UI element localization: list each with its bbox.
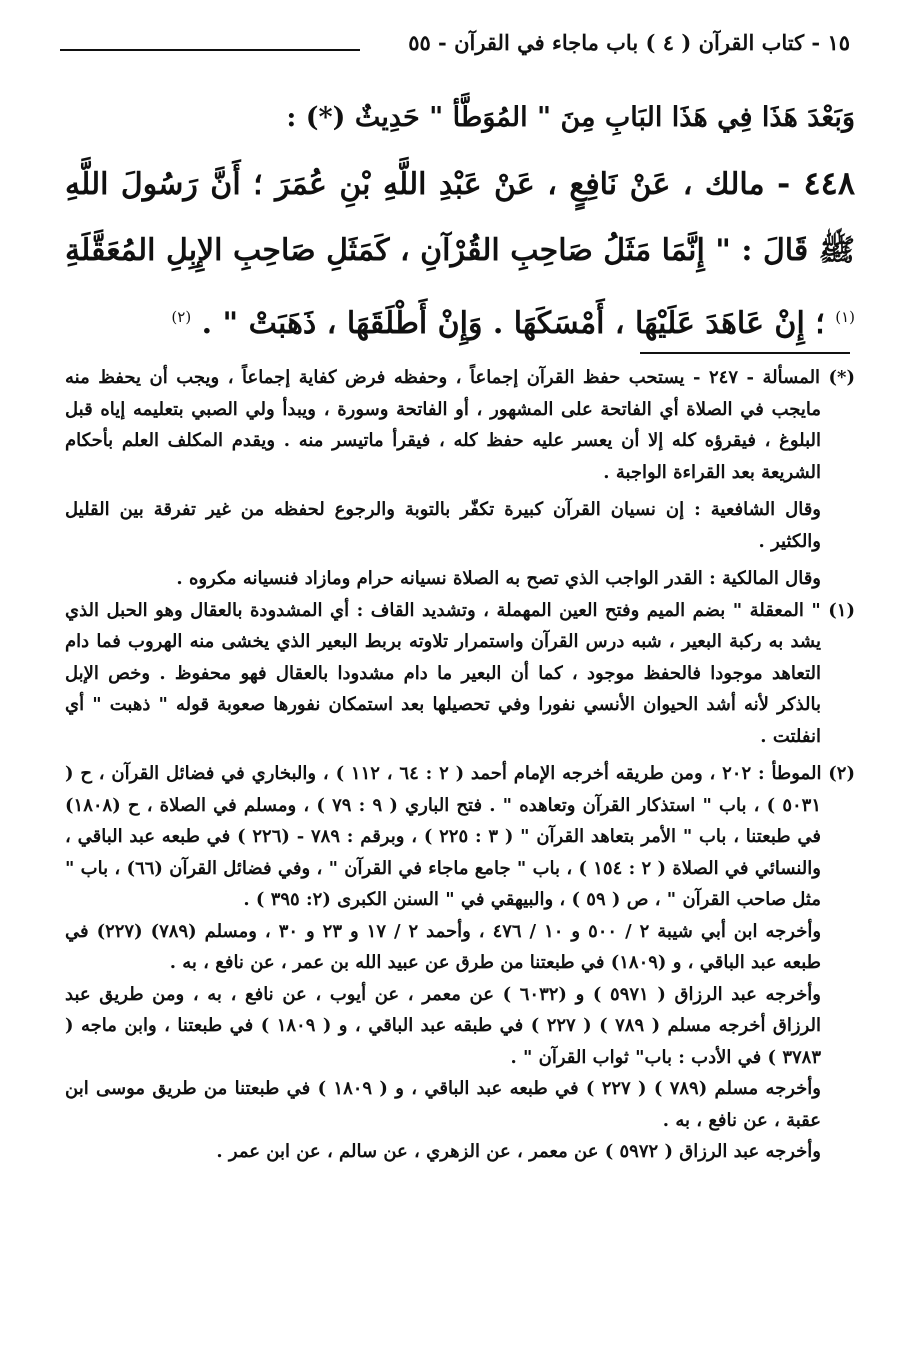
footnotes [65,362,855,1168]
note-star [65,362,855,488]
footnote-ref-1: (١) [835,308,855,326]
hadith-number: ٤٤٨ - [777,164,856,202]
hadith-intro: وَبَعْدَ هَذَا فِي هَذَا البَابِ مِنَ " المُوَطَّأ " حَدِيثٌ (*) : [286,102,855,133]
footnote-ref-2: (٢) [171,308,192,326]
note-2-text: ٢٠٢ ، ومن طريقه أخرجه الإمام أحمد ( ٢ : ٦٤ ، ١١٢ ) ، والبخاري في فضائل القرآن ، ح ( ٥٠٣١ ) ، باب " استذكار القرآن وتعاهده " . فتح الباري ( ٩ : ٧٩ ) ، ومسلم في الصلاة ، ح (١٨٠٨) في طبعتنا ، باب " الأمر بتعاهد القرآن " ( ٣ : ٢٢٥ ) ، وبرقم : ٧٨٩ - (٢٢٦ ) في طبعه عبد الباقي ، والنسائي في الصلاة ( ٢ : ١٥٤ ) ، باب " جامع ماجاء في القرآن " ، وفي فضائل القرآن (٦٦) ، باب " مثل صاحب القرآن " ، ص ( ٥٩ ) ، والبيهقي في " السنن الكبرى (٢: ٣٩٥ ) . [65,763,821,910]
note-1-label: (١) " المعقلة " [732,599,855,621]
hadith-text-part1: مالك ، عَنْ نَافِعٍ ، عَنْ عَبْدِ اللَّهِ بْنِ عُمَرَ ؛ أَنَّ رَسُولَ اللَّهِ ﷺ قَالَ : " إِنَّمَا مَثَلُ صَاحِبِ القُرْآنِ ، كَمَثَلِ صَاحِبِ الإِبِلِ المُعَقَّلَةِ [65,167,855,268]
note-1 [65,595,855,753]
note-2 [65,758,855,916]
note-star-shafii [65,494,855,557]
note-2-para-4: وأخرجه مسلم (٧٨٩ ) ( ٢٢٧ ) في طبعه عبد الباقي ، و ( ١٨٠٩ ) في طبعتنا من طريق موسى ابن عقبة ، عن نافع ، به . [65,1078,821,1131]
note-2-label: (٢) الموطأ : [757,763,855,784]
note-2-para-2: وأخرجه ابن أبي شيبة ٢ / ٥٠٠ و ١٠ / ٤٧٦ ، وأحمد ٢ / ١٧ و ٢٣ و ٣٠ ، ومسلم (٧٨٩) (٢٢٧) في طبعه عبد الباقي ، و (١٨٠٩) في طبعتنا من طرق عن عبيد الله بن عمر ، عن نافع ، به . [65,920,822,973]
note-star-label: (*) المسألة - ٢٤٧ - [693,367,855,388]
hadith-block [65,92,855,357]
maliki-text: القدر الواجب الذي تصح به الصلاة نسيانه حرام ومازاد فنسيانه مكروه . [176,568,703,589]
maliki-label: وقال المالكية : [709,568,821,589]
shafii-text: إن نسيان القرآن كبيرة تكفّر بالتوبة والرجوع لحفظه من غير تفرقة بين القليل والكثير . [65,499,821,552]
header-text: ١٥ - كتاب القرآن ( ٤ ) باب ماجاء في القرآن - ٥٥ [408,30,850,55]
note-star-text: يستحب حفظ القرآن إجماعاً ، وحفظه فرض كفاية إجماعاً ، ويجب أن يحفظ منه مايجب في الصلاة أي الفاتحة على المشهور ، أو الفاتحة وسورة ، ويبدأ ولي الصبي بتعليمه إياه قبل البلوغ ، فيقرؤه كله إلا أن يعسر عليه حفظ كله ، فيقرأ ماتيسر منه . ويقدم المكلف العلم بأحكام الشريعة بعد القراءة الواجبة . [65,367,821,483]
running-header [60,26,850,64]
note-2-para-3: وأخرجه عبد الرزاق ( ٥٩٧١ ) و (٦٠٣٢ ) عن معمر ، عن أيوب ، عن نافع ، به ، ومن طريق عبد الرزاق أخرجه مسلم ( ٧٨٩ ) ( ٢٢٧ ) في طبقه عبد الباقي ، و ( ١٨٠٩ ) في طبعتنا ، وابن ماجه ( ٣٧٨٣ ) في الأدب : باب" ثواب القرآن " . [65,983,822,1068]
hadith-text [65,150,855,357]
header-rule [60,49,360,51]
note-2-para-5: وأخرجه عبد الرزاق ( ٥٩٧٢ ) عن معمر ، عن الزهري ، عن سالم ، عن ابن عمر . [216,1141,821,1162]
shafii-label: وقال الشافعية : [694,499,822,520]
note-star-maliki [65,563,855,595]
note-1-text: بضم الميم وفتح العين المهملة ، وتشديد القاف : أي المشدودة بالعقال وهو الحبل الذي يشد به ركبة البعير ، شبه درس القرآن واستمرار تلاوته بربط البعير الذي يخشى منه الهروب فما دام التعاهد موجودا فالحفظ موجود ، كما أن البعير ما دام مشدودا بالعقال فهو محفوظ . وخص الإبل بالذكر لأنه أشد الحيوان الأنسي نفورا وفي تحصيلها بعد استمكان نفورها صعوبة قوله " ذهبت " أي انفلتت . [65,599,821,747]
hadith-text-part2: ؛ إِنْ عَاهَدَ عَلَيْهَا ، أَمْسَكَهَا . وَإِنْ أَطْلَقَهَا ، ذَهَبَتْ " . [201,306,825,341]
footnote-separator [640,352,850,354]
